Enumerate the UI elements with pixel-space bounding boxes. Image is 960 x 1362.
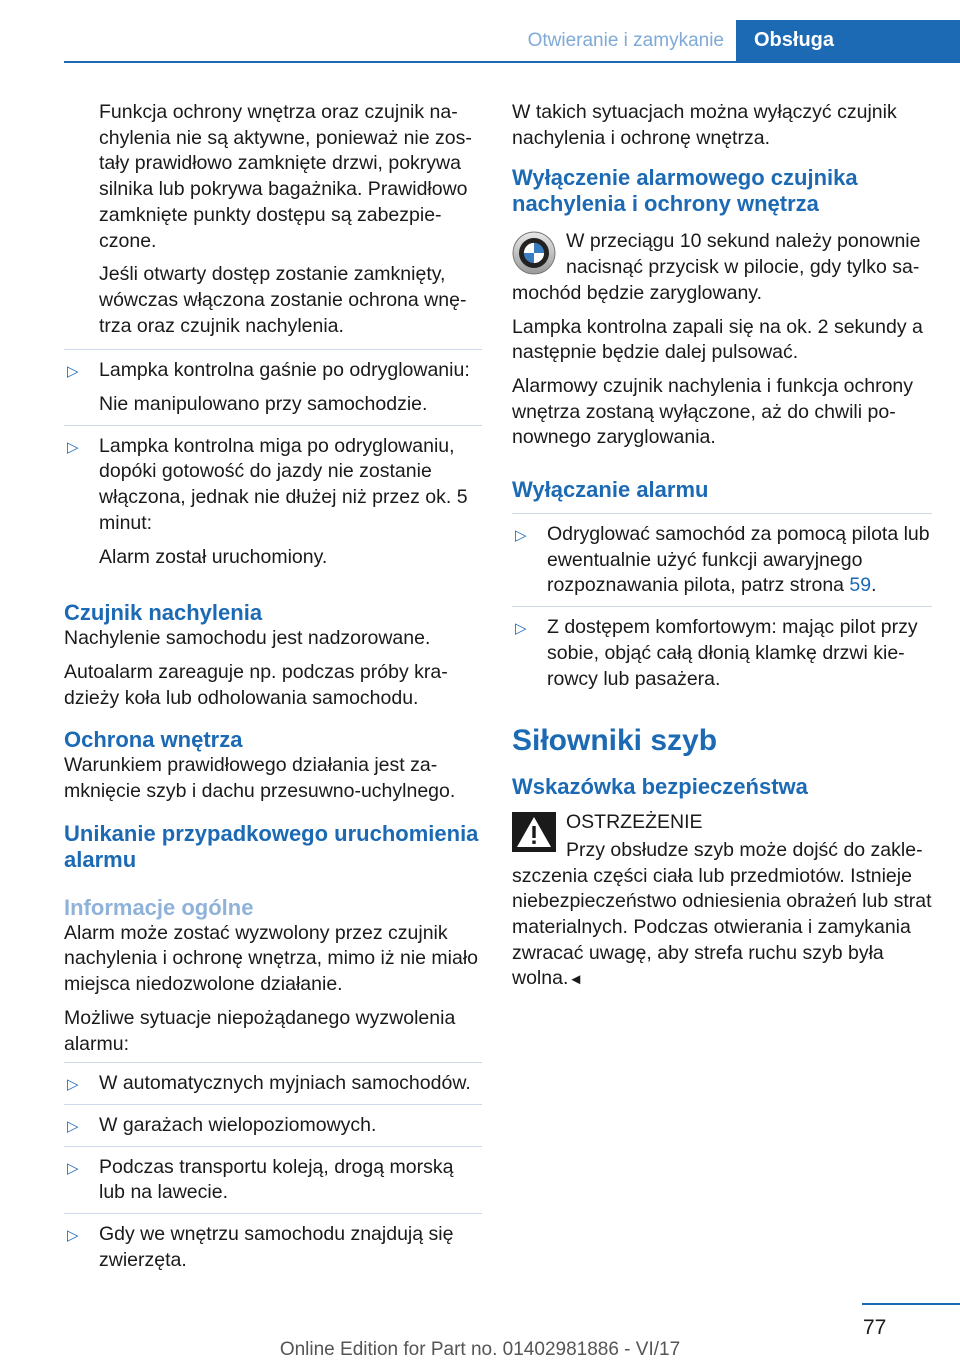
list-item: ▷ Z dostępem komfortowym: mając pilot przy sobie, objąć całą dłonią klamkę drzwi kierowcy lub pasażera. [515, 616, 918, 690]
triangle-bullet-icon: ▷ [67, 1227, 79, 1245]
paragraph: W przeciągu 10 sekund należy ponownie nacisnąć przycisk w pilocie, gdy tylko samochód będzie zaryglowany. [512, 230, 921, 304]
list-item: ▷ Lampka kontrolna miga po odryglowaniu, dopóki gotowość do jazdy nie zostanie włączona, jednak nie dłużej niż przez ok. 5 minut: Alarm został uruchomiony. [67, 434, 468, 568]
triangle-bullet-icon: ▷ [515, 527, 527, 545]
list-item: ▷ Gdy we wnętrzu samochodu znajdują się zwierzęta. [67, 1223, 454, 1271]
triangle-bullet-icon: ▷ [67, 1117, 79, 1135]
triangle-bullet-icon: ▷ [67, 363, 79, 381]
triangle-bullet-icon: ▷ [67, 1076, 79, 1094]
alarm-situations-list [64, 1062, 482, 1280]
paragraph: Autoalarm zareaguje np. podczas próby kradzieży koła lub odholowania samochodu. [64, 660, 448, 709]
paragraph: W takich sytuacjach można wyłączyć czujnik nachylenia i ochronę wnętrza. [512, 101, 897, 149]
paragraph: Alarmowy czujnik nachylenia i funkcja ochrony wnętrza zostaną wyłączone, aż do chwili ponownego zaryglowania. [512, 374, 914, 449]
subsection-heading: Informacje ogólne [64, 894, 254, 920]
alarm-off-list [512, 513, 932, 699]
right-column [512, 100, 932, 1001]
header-chapter-tab[interactable]: Obsługa [736, 20, 960, 63]
paragraph: Funkcja ochrony wnętrza oraz czujnik nachylenia nie są aktywne, ponieważ nie zostały prawidłowo zamknięte drzwi, pokrywa silnika lub pokrywa bagażnika. Prawidłowo zamknięte punkty dostępu są zabezpieczone. [99, 101, 472, 252]
paragraph: Lampka kontrolna zapali się na ok. 2 sekundy a następnie będzie dalej pulsować. [512, 315, 923, 364]
warning-label: OSTRZEŻENIE [566, 811, 703, 834]
list-item: ▷ Podczas transportu koleją, drogą morską lub na lawecie. [64, 1147, 482, 1214]
warning-triangle-icon [512, 812, 556, 852]
paragraph: Możliwe sytuacje niepożądanego wyzwolenia alarmu: [64, 1006, 456, 1055]
triangle-bullet-icon: ▷ [515, 620, 527, 638]
paragraph: Alarm może zostać wyzwolony przez czujnik nachylenia i ochronę wnętrza, mimo iż nie miało miejsca niedozwolone działanie. [64, 921, 479, 996]
paragraph: Jeśli otwarty dostęp zostanie zamknięty, wówczas włączona zostanie ochrona wnętrza oraz czujnik nachylenia. [99, 263, 467, 337]
list-item: ▷ W automatycznych myjniach samochodów. [64, 1063, 482, 1105]
section-heading: Czujnik nachylenia [64, 600, 263, 626]
list-item: ▷ W garażach wielopoziomowych. [64, 1105, 482, 1147]
footer-edition: Online Edition for Part no. 01402981886 - VI/17 [279, 1339, 681, 1360]
section-heading: Wyłączanie alarmu [512, 477, 709, 503]
section-heading: Wskazówka bezpieczeństwa [512, 774, 808, 800]
end-mark: ◄ [568, 971, 584, 989]
page-link[interactable]: 59 [849, 574, 872, 597]
warning-box [512, 810, 932, 993]
warning-text: Przy obsłudze szyb może dojść do zakleszczenia części ciała lub przedmiotów. Istnieje niebezpieczeństwo odniesienia obrażeń lub strat materialnych. Podczas otwierania i zamykania zwracać uwagę, aby strefa ruchu szyb była wolna.◄ [512, 838, 932, 990]
lamp-status-list [64, 349, 482, 577]
list-item: ▷ Odryglować samochód za pomocą pilota lub ewentualnie użyć funkcji awaryjnego rozpoznawania pilota, patrz strona 59. [512, 514, 932, 607]
section-heading: Wyłączenie alarmowego czujnika nachylenia i ochrony wnętrza [512, 165, 858, 217]
footer-rule [862, 1303, 960, 1305]
triangle-bullet-icon: ▷ [67, 438, 79, 456]
section-heading: Ochrona wnętrza [64, 727, 243, 753]
header-section-title[interactable]: Otwieranie i zamykanie [527, 30, 724, 51]
chapter-heading: Siłowniki szyb [512, 724, 718, 758]
paragraph: Warunkiem prawidłowego działania jest zamknięcie szyb i dachu przesuwno-uchylnego. [64, 754, 456, 803]
bmw-logo-icon [512, 231, 556, 275]
list-item: ▷ Lampka kontrolna gaśnie po odryglowaniu: Nie manipulowano przy samochodzie. [64, 350, 482, 425]
left-column [64, 100, 482, 1281]
bmw-key-instruction [512, 229, 932, 306]
section-heading: Unikanie przypadkowego uruchomienia alarmu [64, 820, 479, 872]
page-number: 77 [863, 1316, 887, 1339]
paragraph: Nachylenie samochodu jest nadzorowane. [64, 627, 431, 650]
triangle-bullet-icon: ▷ [67, 1159, 79, 1177]
